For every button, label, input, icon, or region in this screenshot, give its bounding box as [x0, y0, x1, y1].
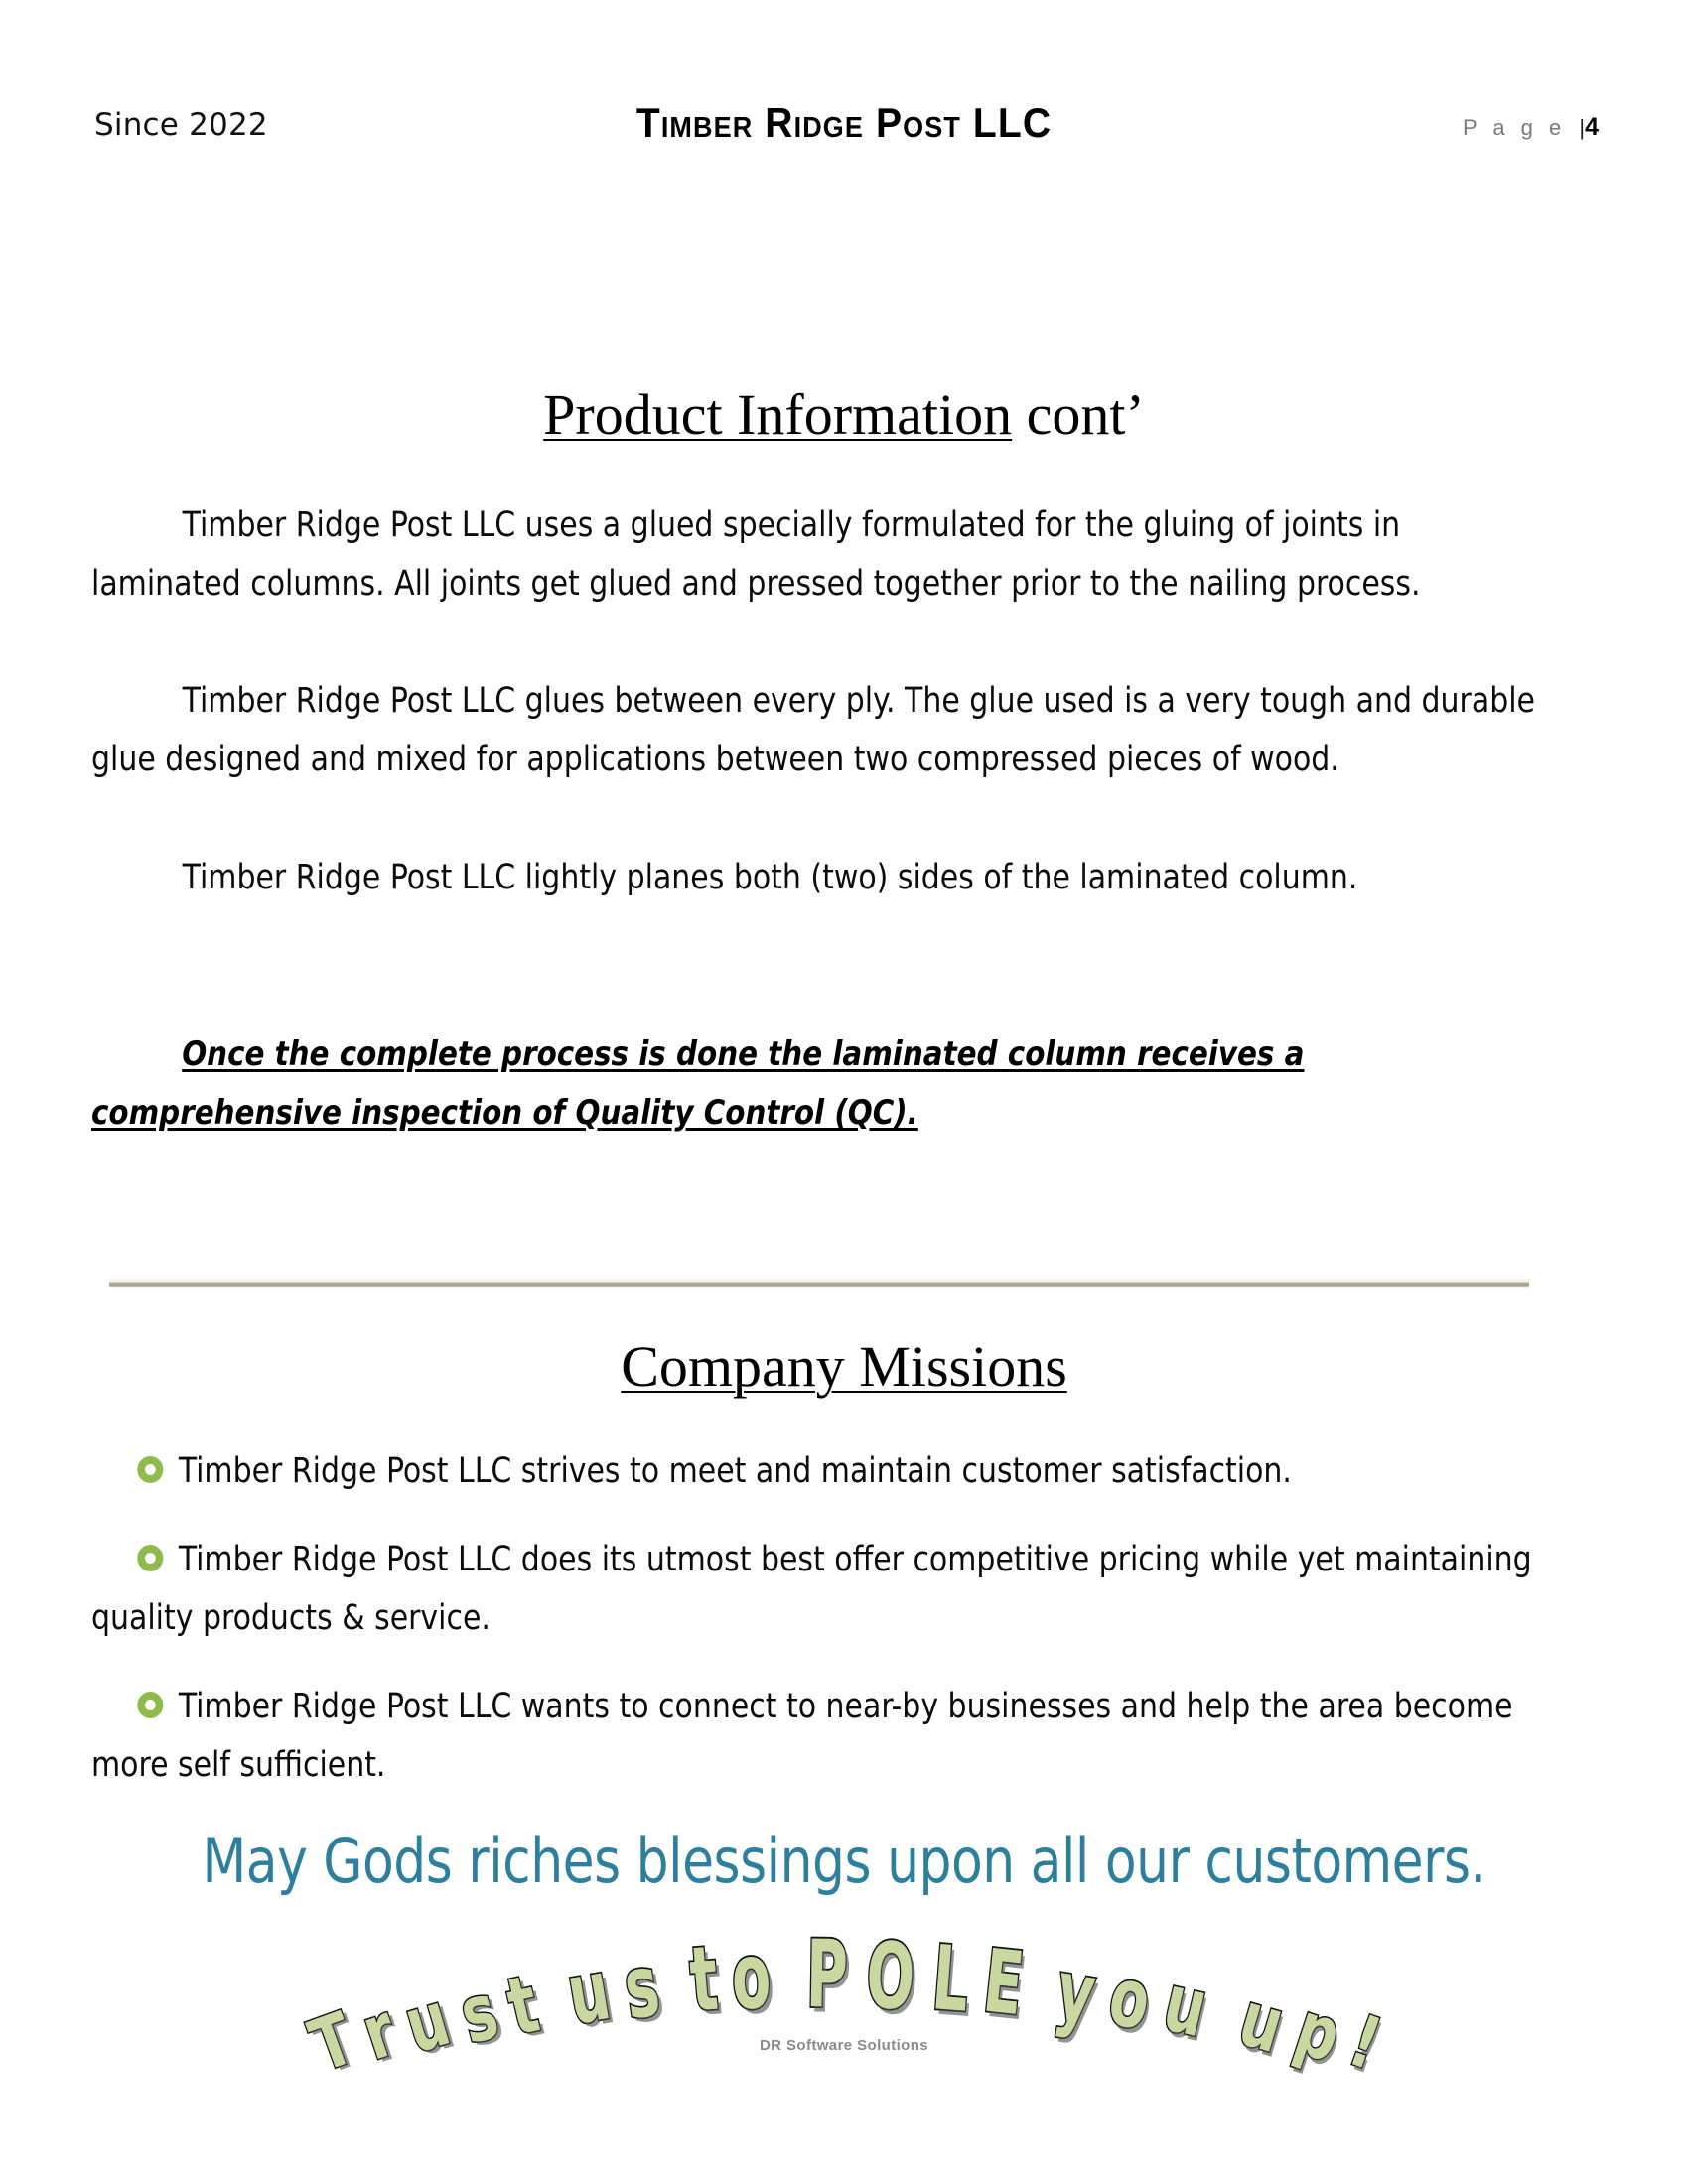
since-label: Since 2022: [94, 107, 268, 143]
page-number: 4: [1585, 113, 1599, 141]
paragraph-quality-control: [91, 1025, 1521, 1143]
wordart-letter: T: [299, 1996, 365, 2089]
ring-bullet-icon: [137, 1545, 163, 1571]
wordart-letter: !: [1337, 1998, 1392, 2087]
page-indicator: [1463, 113, 1599, 142]
wordart-letter: y: [1050, 1941, 1103, 2044]
wordart-letter: u: [394, 1974, 460, 2071]
blessing-line: May Gods riches blessings upon all our customers.: [202, 1825, 1486, 1897]
software-credit: DR Software Solutions: [759, 2037, 929, 2054]
list-item: [91, 1531, 1548, 1648]
section-divider: [109, 1277, 1529, 1288]
paragraph-glue-between-plies: [91, 672, 1546, 789]
paragraph-text: Timber Ridge Post LLC uses a glued specially formulated for the gluing of joints in laminated columns. All joints get glued and pressed together prior to the nailing process.: [91, 505, 1421, 604]
wordart-letter: o: [1101, 1948, 1159, 2050]
ring-bullet-icon: [137, 1692, 163, 1718]
page-header: [0, 99, 1688, 169]
wordart-letter: P: [805, 1919, 849, 2030]
wordart-letter: u: [1229, 1974, 1294, 2071]
wordart-letter: O: [864, 1922, 917, 2031]
section-title-company-missions: [0, 1333, 1688, 1400]
wordart-letter: t: [686, 1926, 722, 2033]
wordart-letter: u: [1155, 1956, 1216, 2056]
wordart-letter: t: [498, 1957, 546, 2055]
page-title-tail: cont’: [1012, 382, 1145, 447]
wordart-letter: r: [352, 1986, 406, 2078]
paragraph-text: Timber Ridge Post LLC glues between every ply. The glue used is a very tough and durable glue designed and mixed for applications between two compressed pieces of wood.: [91, 681, 1535, 779]
page-word: P a g e: [1462, 115, 1578, 140]
list-item-label: Timber Ridge Post LLC wants to connect to near-by businesses and help the area become more self sufficient.: [91, 1687, 1513, 1785]
company-title: Timber Ridge Post LLC: [635, 99, 1053, 146]
wordart-letter: s: [618, 1935, 665, 2040]
wordart-letter: L: [928, 1925, 973, 2033]
list-item: [91, 1442, 1548, 1501]
wordart-letter: s: [451, 1965, 507, 2062]
section-title-text: Company Missions: [621, 1334, 1067, 1399]
paragraph-text: Timber Ridge Post LLC lightly planes both (two) sides of the laminated column.: [182, 858, 1358, 897]
wordart-letter: u: [560, 1941, 618, 2045]
list-item-label: Timber Ridge Post LLC does its utmost best offer competitive pricing while yet maintaining quality products & service.: [91, 1540, 1532, 1638]
slogan-wordart-container: [0, 1916, 1688, 2095]
page-separator: |: [1579, 115, 1586, 140]
list-item-label: Timber Ridge Post LLC strives to meet and maintain customer satisfaction.: [178, 1451, 1292, 1491]
wordart-letter: E: [978, 1929, 1029, 2036]
wordart-letter: o: [729, 1922, 774, 2031]
ring-bullet-icon: [137, 1456, 163, 1483]
paragraph-glue-formulation: [91, 496, 1546, 614]
page-title: [0, 381, 1688, 448]
page-title-underlined: Product Information: [543, 382, 1013, 447]
paragraph-text: Once the complete process is done the laminated column receives a comprehensive inspection of Quality Control (QC).: [91, 1034, 1305, 1133]
mission-list: [91, 1442, 1601, 1795]
list-item: [91, 1678, 1548, 1795]
paragraph-planing: [91, 849, 1546, 907]
wordart-letter: p: [1285, 1984, 1351, 2080]
